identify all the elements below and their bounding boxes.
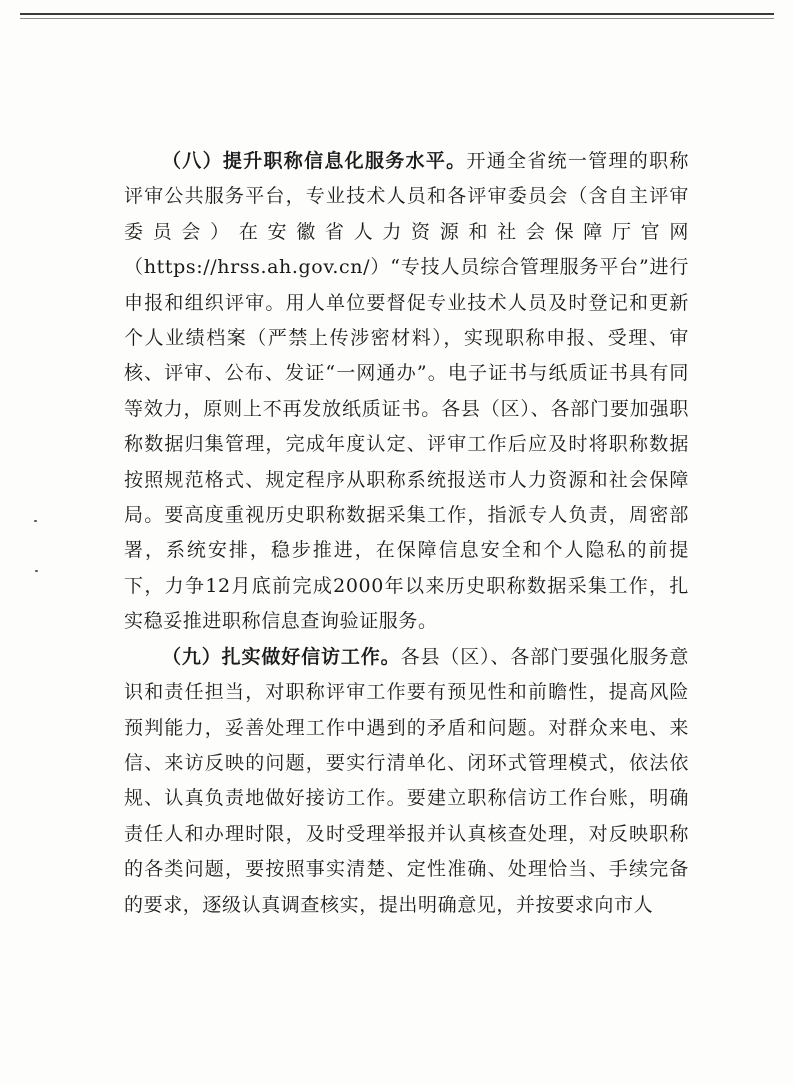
document-body <box>124 144 689 923</box>
section-paragraph-9 <box>124 640 689 923</box>
scan-specks <box>34 520 38 580</box>
section-body-8: 开通全省统一管理的职称评审公共服务平台，专业技术人员和各评审委员会（含自主评审委员会）在安徽省人力资源和社会保障厅官网（https://hrss.ah.gov.cn/）“专技人员综合管理服务平台”进行申报和组织评审。用人单位要督促专业技术人员及时登记和更新个人业绩档案（严禁上传涉密材料），实现职称申报、受理、审核、评审、公布、发证“一网通办”。电子证书与纸质证书具有同等效力，原则上不再发放纸质证书。各县（区）、各部门要加强职称数据归集管理，完成年度认定、评审工作后应及时将职称数据按照规范格式、规定程序从职称系统报送市人力资源和社会保障局。要高度重视历史职称数据采集工作，指派专人负责，周密部署，系统安排，稳步推进，在保障信息安全和个人隐私的前提下，力争12月底前完成2000年以来历史职称数据采集工作，扎实稳妥推进职称信息查询验证服务。 <box>124 150 689 633</box>
section-heading-8: （八）提升职称信息化服务水平。 <box>162 150 467 172</box>
header-rule <box>20 13 774 15</box>
scan-speck <box>34 520 37 522</box>
section-heading-9: （九）扎实做好信访工作。 <box>162 645 401 668</box>
section-paragraph-8 <box>124 144 689 640</box>
header-rule-thin <box>20 18 774 19</box>
section-body-9: 各县（区）、各部门要强化服务意识和责任担当，对职称评审工作要有预见性和前瞻性，提高风险预判能力，妥善处理工作中遇到的矛盾和问题。对群众来电、来信、来访反映的问题，要实行清单化、闭环式管理模式，依法依规、认真负责地做好接访工作。要建立职称信访工作台账，明确责任人和办理时限，及时受理举报并认真核查处理，对反映职称的各类问题，要按照事实清楚、定性准确、处理恰当、手续完备的要求，逐级认真调查核实，提出明确意见，并按要求向市人 <box>124 645 689 916</box>
scan-speck <box>35 570 38 572</box>
